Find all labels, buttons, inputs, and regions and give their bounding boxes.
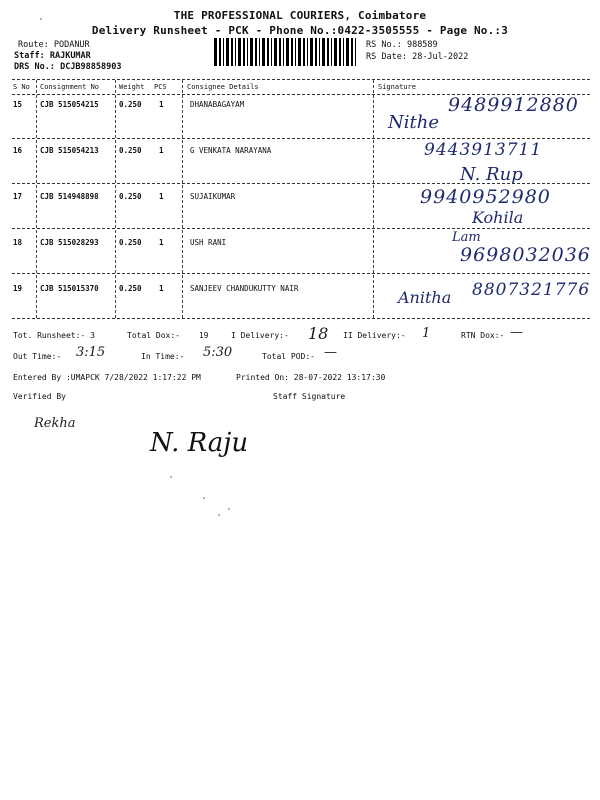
- row-consignment: CJB 515054215: [40, 100, 99, 109]
- rs-date-label: RS Date:: [366, 52, 407, 62]
- ii-delivery: [343, 331, 406, 340]
- drs-line: [14, 62, 122, 72]
- row-phone: 9940952980: [420, 186, 551, 208]
- row-consignee: USH RANI: [190, 238, 227, 247]
- row-phone: 9489912880: [448, 94, 579, 116]
- col-header-consignee: Consignee Details: [187, 83, 259, 91]
- row-weight: 0.250: [119, 284, 142, 293]
- row-consignee: DHANABAGAYAM: [190, 100, 245, 109]
- row-signature: Anitha: [398, 288, 452, 307]
- rs-no-label: RS No.:: [366, 40, 402, 50]
- col-header-weight: Weight: [119, 83, 145, 91]
- tot-runsheet: [13, 331, 95, 340]
- table-bottom-rule: [12, 318, 590, 319]
- row-signature: Nithe: [388, 112, 439, 133]
- column-divider: [373, 80, 374, 318]
- ii-delivery-label: II Delivery:-: [343, 331, 406, 340]
- drs-value: DCJB98858903: [60, 62, 122, 72]
- total-pod-value: —: [324, 345, 337, 360]
- scan-speck: [203, 497, 205, 499]
- verified-by-label: Verified By: [13, 392, 66, 401]
- row-consignment: CJB 515015370: [40, 284, 99, 293]
- route-label: Route:: [18, 40, 49, 50]
- i-delivery-label: I Delivery:-: [231, 331, 289, 340]
- column-divider: [36, 80, 37, 318]
- row-sno: 19: [13, 284, 23, 293]
- total-dox-label: Total Dox:-: [127, 331, 180, 340]
- row-sno: 15: [13, 100, 23, 109]
- rs-no-line: [366, 40, 438, 50]
- row-weight: 0.250: [119, 146, 142, 155]
- row-consignee: SUJAIKUMAR: [190, 192, 236, 201]
- tot-runsheet-value: 3: [90, 331, 95, 340]
- drs-label: DRS No.:: [14, 62, 55, 72]
- in-time-label: In Time:-: [141, 352, 185, 361]
- rs-no-value: 988589: [406, 40, 438, 50]
- total-pod: [262, 352, 315, 361]
- row-sno: 16: [13, 146, 23, 155]
- rs-date-line: [366, 52, 468, 62]
- rtn-dox: [461, 331, 504, 340]
- staff-value: RAJKUMAR: [49, 51, 91, 61]
- row-rule: [12, 228, 590, 229]
- column-divider: [115, 80, 116, 318]
- scan-speck: [228, 508, 230, 510]
- row-weight: 0.250: [119, 238, 142, 247]
- row-sno: 18: [13, 238, 23, 247]
- out-time: [13, 352, 61, 361]
- row-signature: Kohila: [472, 208, 524, 227]
- row-pcs: 1: [159, 146, 164, 155]
- row-pcs: 1: [159, 238, 164, 247]
- row-consignee: G VENKATA NARAYANA: [190, 146, 272, 155]
- in-time: [141, 352, 184, 361]
- row-signature: Lam: [452, 230, 481, 245]
- col-header-sno: S No: [13, 83, 30, 91]
- col-header-pcs: PCS: [154, 83, 167, 91]
- document-subtitle: Delivery Runsheet - PCK - Phone No.:0422-3505555 - Page No.:3: [91, 24, 509, 37]
- verified-signature: Rekha: [34, 416, 76, 431]
- row-sno: 17: [13, 192, 23, 201]
- row-weight: 0.250: [119, 100, 142, 109]
- col-header-signature: Signature: [378, 83, 416, 91]
- route-value: PODANUR: [53, 40, 90, 50]
- row-consignment: CJB 514948898: [40, 192, 99, 201]
- row-consignee: SANJEEV CHANDUKUTTY NAIR: [190, 284, 299, 293]
- row-rule: [12, 273, 590, 274]
- total-dox: [127, 331, 208, 340]
- document-title: THE PROFESSIONAL COURIERS, Coimbatore: [173, 9, 427, 22]
- row-consignment: CJB 515028293: [40, 238, 99, 247]
- total-dox-value: 19: [198, 331, 209, 340]
- scan-speck: [218, 514, 220, 516]
- row-pcs: 1: [159, 284, 164, 293]
- staff-line: [14, 51, 91, 61]
- barcode: [214, 38, 360, 66]
- scan-speck: [170, 476, 172, 478]
- row-phone: 8807321776: [472, 280, 591, 300]
- rtn-dox-value: —: [510, 325, 523, 340]
- route-line: [18, 40, 90, 50]
- rs-date-value: 28-Jul-2022: [412, 52, 469, 62]
- i-delivery: [231, 331, 289, 340]
- col-header-consignment: Consignment No: [40, 83, 100, 91]
- ii-delivery-value: 1: [422, 326, 431, 341]
- table-top-rule: [12, 79, 590, 80]
- total-pod-label: Total POD:-: [262, 352, 315, 361]
- i-delivery-value: 18: [308, 324, 329, 343]
- tot-runsheet-label: Tot. Runsheet:-: [13, 331, 86, 340]
- rtn-dox-label: RTN Dox:-: [461, 331, 505, 340]
- entered-by: Entered By :UMAPCK 7/28/2022 1:17:22 PM: [13, 373, 201, 382]
- scan-speck: [40, 18, 42, 20]
- out-time-label: Out Time:-: [13, 352, 62, 361]
- row-signature: N. Rup: [460, 164, 523, 185]
- row-phone: 9443913711: [424, 140, 543, 160]
- row-weight: 0.250: [119, 192, 142, 201]
- out-time-value: 3:15: [76, 345, 106, 360]
- row-pcs: 1: [159, 100, 164, 109]
- row-phone: 9698032036: [460, 244, 591, 266]
- row-consignment: CJB 515054213: [40, 146, 99, 155]
- column-divider: [182, 80, 183, 318]
- row-pcs: 1: [159, 192, 164, 201]
- printed-on: Printed On: 28-07-2022 13:17:30: [236, 373, 386, 382]
- row-rule: [12, 138, 590, 139]
- staff-signature: N. Raju: [150, 428, 249, 458]
- staff-label: Staff:: [14, 51, 45, 61]
- in-time-value: 5:30: [203, 345, 233, 360]
- staff-signature-label: Staff Signature: [273, 392, 346, 401]
